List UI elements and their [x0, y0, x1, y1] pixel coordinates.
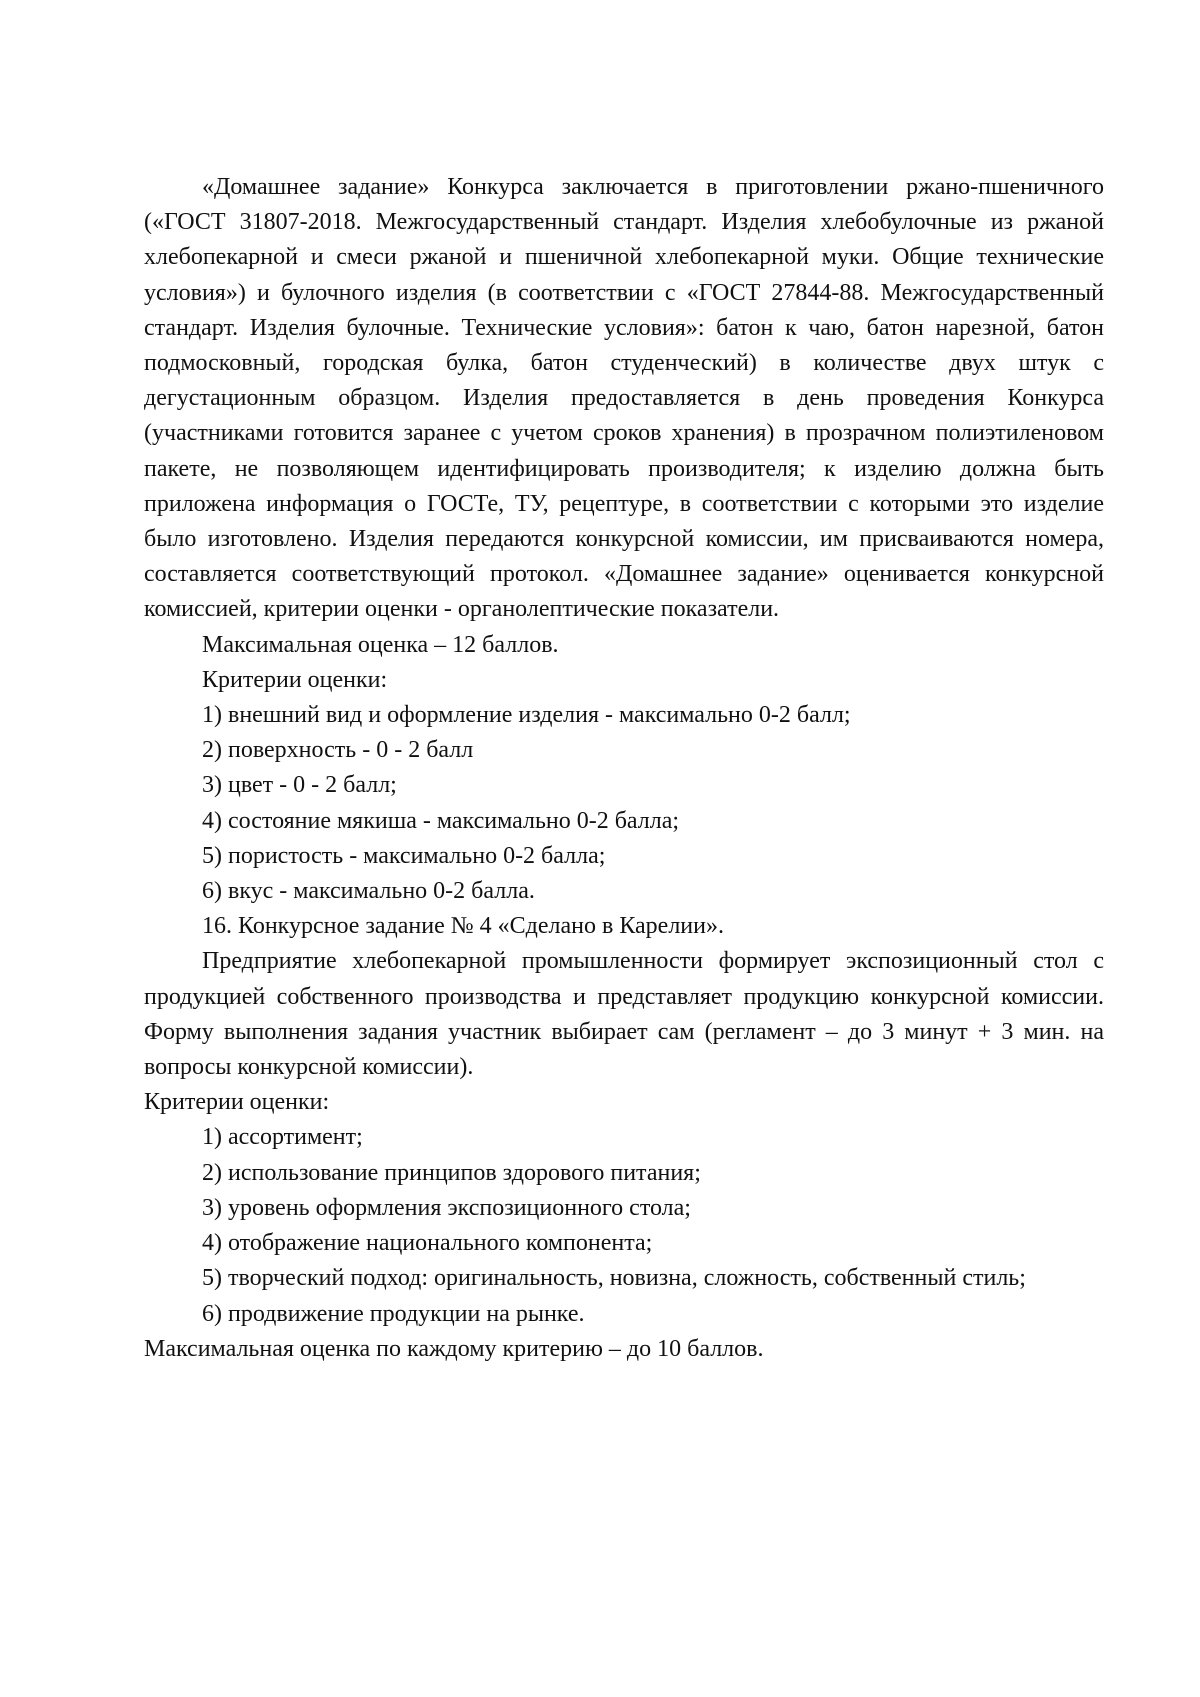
task4-criterion: 6) продвижение продукции на рынке.	[202, 1300, 585, 1327]
homework-criterion: 2) поверхность - 0 - 2 балл	[202, 737, 474, 764]
task4-heading: 16. Конкурсное задание № 4 «Сделано в Карелии».	[202, 913, 724, 940]
homework-paragraph: «Домашнее задание» Конкурса заключается в приготовлении ржано-пшеничного («ГОСТ 31807-2018. Межгосударственный стандарт. Изделия хлебобулочные из ржаной хлебопекарной и смеси ржаной и пшеничной хлебопекарной муки. Общие технические условия») и булочного изделия (в соответствии с «ГОСТ 27844-88. Межгосударственный стандарт. Изделия булочные. Технические условия»: батон к чаю, батон нарезной, батон подмосковный, городская булка, батон студенческий) в количестве двух штук с дегустационным образцом. Изделия предоставляется в день проведения Конкурса (участниками готовится заранее с учетом сроков хранения) в прозрачном полиэтиленовом пакете, не позволяющем идентифицировать производителя; к изделию должна быть приложена информация о ГОСТе, ТУ, рецептуре, в соответствии с которыми это изделие было изготовлено. Изделия передаются конкурсной комиссии, им присваиваются номера, составляется соответствующий протокол. «Домашнее задание» оценивается конкурсной комиссией, критерии оценки - органолептические показатели.	[144, 174, 1104, 623]
homework-criterion: 3) цвет - 0 - 2 балл;	[202, 772, 397, 799]
homework-criterion: 6) вкус - максимально 0-2 балла.	[202, 878, 535, 905]
homework-max-score: Максимальная оценка – 12 баллов.	[202, 631, 559, 658]
task4-criterion: 2) использование принципов здорового питания;	[202, 1159, 701, 1186]
task4-criterion: 3) уровень оформления экспозиционного стола;	[202, 1194, 691, 1221]
document-body	[144, 170, 1104, 1367]
task4-criterion: 1) ассортимент;	[202, 1124, 363, 1151]
task4-criterion: 5) творческий подход: оригинальность, новизна, сложность, собственный стиль;	[202, 1265, 1026, 1292]
homework-criterion: 4) состояние мякиша - максимально 0-2 балла;	[202, 807, 680, 834]
task4-criterion: 4) отображение национального компонента;	[202, 1230, 653, 1257]
task4-max-score: Максимальная оценка по каждому критерию – до 10 баллов.	[144, 1335, 764, 1362]
homework-criterion: 5) пористость - максимально 0-2 балла;	[202, 842, 606, 869]
homework-criteria-title: Критерии оценки:	[202, 666, 388, 693]
task4-paragraph: Предприятие хлебопекарной промышленности формирует экспозиционный стол с продукцией собственного производства и представляет продукцию конкурсной комиссии. Форму выполнения задания участник выбирает сам (регламент – до 3 минут + 3 мин. на вопросы конкурсной комиссии).	[144, 948, 1104, 1081]
task4-criteria-title: Критерии оценки:	[144, 1089, 330, 1116]
homework-criterion: 1) внешний вид и оформление изделия - максимально 0-2 балл;	[202, 702, 851, 729]
